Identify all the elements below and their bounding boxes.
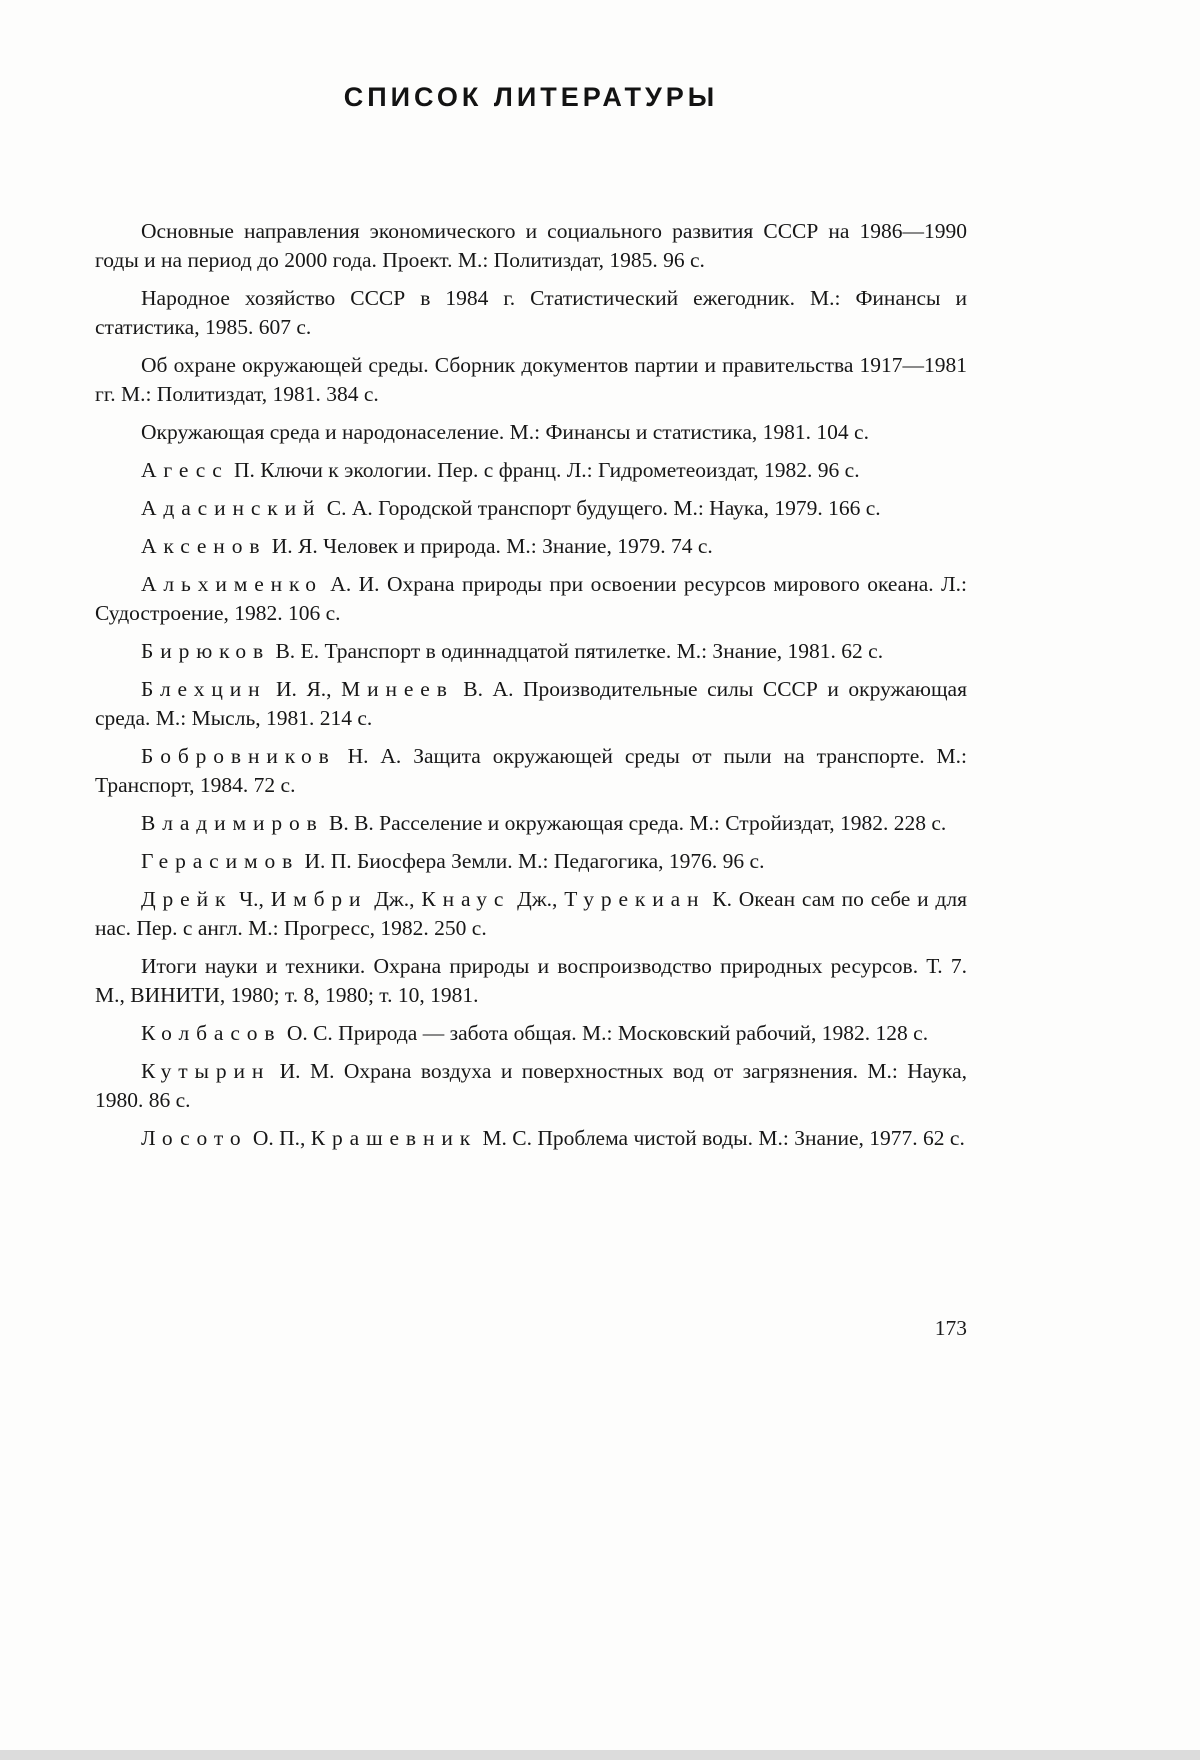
page-number: 173 — [934, 1316, 967, 1340]
entry-text: И. Я. Человек и природа. М.: Знание, 1979. 74 с. — [266, 534, 713, 558]
bibliography-entry — [95, 532, 967, 561]
author-name: Минеев — [341, 677, 454, 701]
bibliography-entry — [95, 952, 967, 1010]
entry-text: В. Е. Транспорт в одиннадцатой пятилетке. М.: Знание, 1981. 62 с. — [270, 639, 884, 663]
author-name: Бирюков — [141, 639, 271, 663]
bibliography-entry — [95, 351, 967, 409]
bibliography-entry — [95, 637, 967, 666]
entry-text: И. М. Охрана воздуха и поверхностных вод от загрязнения. М.: Наука, 1980. 86 с. — [95, 1059, 967, 1112]
bibliography-entry — [95, 284, 967, 342]
entry-text: А. И. Охрана природы при освоении ресурсов мирового океана. Л.: Судостроение, 1982. 106 с. — [95, 572, 967, 625]
entry-text: К. Океан сам по себе и для нас. Пер. с англ. М.: Прогресс, 1982. 250 с. — [95, 887, 967, 940]
author-name: Блехцин — [141, 677, 267, 701]
entry-text: М. С. Проблема чистой воды. М.: Знание, 1977. 62 с. — [477, 1126, 965, 1150]
entry-text: Дж., — [510, 887, 565, 911]
bibliography-entry — [95, 456, 967, 485]
entry-text: Итоги науки и техники. Охрана природы и воспроизводство природных ресурсов. Т. 7. М., ВИНИТИ, 1980; т. 8, 1980; т. 10, 1981. — [95, 954, 967, 1007]
bibliography-entry — [95, 885, 967, 943]
author-name: Кнаус — [421, 887, 511, 911]
scan-edge — [0, 1750, 1200, 1760]
author-name: Владимиров — [141, 811, 324, 835]
entry-text: И. Я., — [266, 677, 342, 701]
entry-text: Народное хозяйство СССР в 1984 г. Статистический ежегодник. М.: Финансы и статистика, 1985. 607 с. — [95, 286, 967, 339]
author-name: Кутырин — [141, 1059, 271, 1083]
author-name: Альхименко — [141, 572, 323, 596]
entry-text: В. В. Расселение и окружающая среда. М.: Стройиздат, 1982. 228 с. — [323, 811, 947, 835]
author-name: Имбри — [270, 887, 368, 911]
entry-text: О. С. Природа — забота общая. М.: Московский рабочий, 1982. 128 с. — [281, 1021, 929, 1045]
author-name: Турекиан — [564, 887, 706, 911]
entry-text: И. П. Биосфера Земли. М.: Педагогика, 1976. 96 с. — [299, 849, 765, 873]
entry-text: Окружающая среда и народонаселение. М.: Финансы и статистика, 1981. 104 с. — [141, 420, 869, 444]
entry-text: Дж., — [367, 887, 422, 911]
page-title: СПИСОК ЛИТЕРАТУРЫ — [343, 82, 719, 112]
entry-text: Основные направления экономического и социального развития СССР на 1986—1990 годы и на период до 2000 года. Проект. М.: Политиздат, 1985. 96 с. — [95, 219, 967, 272]
bibliography-entry — [95, 1019, 967, 1048]
author-name: Бобровников — [141, 744, 336, 768]
bibliography-entry — [95, 1057, 967, 1115]
entry-text: О. П., — [247, 1126, 311, 1150]
author-name: Адасинский — [141, 496, 322, 520]
author-name: Дрейк — [141, 887, 233, 911]
author-name: Колбасов — [141, 1021, 282, 1045]
bibliography-entry — [95, 217, 967, 275]
bibliography-entry — [95, 1124, 967, 1153]
entry-text: С. А. Городской транспорт будущего. М.: Наука, 1979. 166 с. — [321, 496, 881, 520]
entry-text: Ч., — [232, 887, 271, 911]
author-name: Лосото — [141, 1126, 248, 1150]
entry-text: Об охране окружающей среды. Сборник документов партии и правительства 1917—1981 гг. М.: Политиздат, 1981. 384 с. — [95, 353, 967, 406]
bibliography-entry — [95, 675, 967, 733]
bibliography-entry — [95, 418, 967, 447]
author-name: Агесс — [141, 458, 229, 482]
entry-text: П. Ключи к экологии. Пер. с франц. Л.: Гидрометеоиздат, 1982. 96 с. — [228, 458, 860, 482]
bibliography-entry — [95, 494, 967, 523]
bibliography-entry — [95, 809, 967, 838]
bibliography-entry — [95, 847, 967, 876]
bibliography-list — [95, 217, 967, 1153]
content-area — [95, 82, 967, 1162]
author-name: Крашевник — [310, 1126, 478, 1150]
author-name: Аксенов — [141, 534, 267, 558]
entry-text: Н. А. Защита окружающей среды от пыли на транспорте. М.: Транспорт, 1984. 72 с. — [95, 744, 967, 797]
entry-text: В. А. Производительные силы СССР и окружающая среда. М.: Мысль, 1981. 214 с. — [95, 677, 967, 730]
bibliography-entry — [95, 570, 967, 628]
author-name: Герасимов — [141, 849, 300, 873]
bibliography-entry — [95, 742, 967, 800]
